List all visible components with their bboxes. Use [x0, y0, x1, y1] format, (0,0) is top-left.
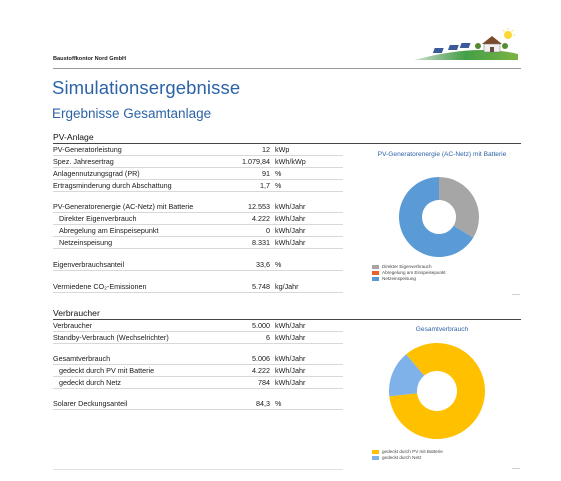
legend-label: Netzeinspeisung [382, 276, 416, 281]
table-row [53, 321, 343, 332]
row-label: Ertragsminderung durch Abschattung [53, 181, 172, 190]
legend-label: Direkter Eigenverbrauch [382, 264, 432, 269]
row-value: 1,7 [260, 181, 270, 190]
row-value: 6 [266, 333, 270, 342]
table-row [53, 226, 343, 237]
row-value: 33,6 [256, 260, 270, 269]
row-unit: kWh/Jahr [275, 366, 306, 375]
legend-label: Abregelung am Einspeisepunkt [382, 270, 446, 275]
row-label: Direkter Eigenverbrauch [59, 214, 137, 223]
row-value: 5.000 [252, 321, 270, 330]
chart-frame-tick [512, 294, 520, 295]
row-value: 4.222 [252, 366, 270, 375]
row-unit: kWh/Jahr [275, 202, 306, 211]
consumer-section-title: Verbraucher [53, 307, 521, 320]
table-row [53, 145, 343, 156]
table-row [53, 378, 343, 389]
row-unit: kWp [275, 145, 290, 154]
table-row [53, 333, 343, 344]
row-unit: kWh/Jahr [275, 238, 306, 247]
legend-swatch [372, 450, 379, 454]
table-row [53, 214, 343, 225]
row-value: 91 [262, 169, 270, 178]
table-row [53, 282, 343, 293]
row-value: 1.079,84 [242, 157, 270, 166]
header-divider [53, 68, 521, 69]
consumer-section-header [53, 307, 521, 320]
donut-slice-direkter-eigenverbrauch [439, 177, 479, 238]
consumption-chart-title: Gesamtverbrauch [415, 326, 469, 333]
row-label: Eigenverbrauchsanteil [53, 260, 125, 269]
legend-label: gedeckt durch PV mit Batterie [382, 449, 443, 454]
row-label: gedeckt durch PV mit Batterie [59, 366, 155, 375]
row-unit: % [275, 181, 282, 190]
legend-item [372, 276, 446, 282]
legend-swatch [372, 271, 379, 275]
row-unit: kWh/Jahr [275, 378, 306, 387]
row-label: PV-Generatorenergie (AC-Netz) mit Batterie [53, 202, 194, 211]
row-label: Gesamtverbrauch [53, 354, 111, 363]
pv-donut-chart [398, 176, 480, 258]
row-value: 12.553 [248, 202, 270, 211]
consumption-donut-chart [388, 342, 486, 440]
row-unit: kWh/Jahr [275, 333, 306, 342]
row-value: 5.006 [252, 354, 270, 363]
row-unit: % [275, 399, 282, 408]
consumption-chart-legend [372, 449, 443, 461]
pv-section-header [53, 131, 521, 144]
row-label: Abregelung am Einspeisepunkt [59, 226, 159, 235]
pv-section-title: PV-Anlage [53, 131, 521, 144]
row-value: 8.331 [252, 238, 270, 247]
row-value: 12 [262, 145, 270, 154]
pv-chart-legend [372, 264, 446, 282]
row-label: Solarer Deckungsanteil [53, 399, 128, 408]
row-label: Standby-Verbrauch (Wechselrichter) [53, 333, 169, 342]
row-unit: kg/Jahr [275, 282, 299, 291]
row-unit: kWh/Jahr [275, 226, 306, 235]
table-row [53, 366, 343, 377]
table-row [53, 399, 343, 410]
legend-swatch [372, 277, 379, 281]
row-value: 784 [258, 378, 270, 387]
legend-swatch [372, 456, 379, 460]
pv-chart-title: PV-Generatorenergie (AC-Netz) mit Batterie [377, 151, 507, 158]
row-label: Verbraucher [53, 321, 93, 330]
row-unit: kWh/Jahr [275, 214, 306, 223]
row-label: Netzeinspeisung [59, 238, 113, 247]
row-label: gedeckt durch Netz [59, 378, 121, 387]
row-unit: kWh/Jahr [275, 354, 306, 363]
legend-item [372, 455, 443, 461]
page-title: Simulationsergebnisse [52, 77, 241, 98]
row-label: PV-Generatorleistung [53, 145, 122, 154]
row-value: 5.748 [252, 282, 270, 291]
chart-frame-tick [512, 468, 520, 469]
table-row [53, 169, 343, 180]
legend-swatch [372, 265, 379, 269]
bottom-divider [53, 469, 343, 470]
company-logo [412, 28, 520, 62]
table-row [53, 157, 343, 168]
table-row [53, 238, 343, 249]
row-unit: % [275, 260, 282, 269]
row-label: Vermiedene CO₂-Emissionen [53, 282, 147, 291]
table-row [53, 181, 343, 192]
row-unit: % [275, 169, 282, 178]
row-label: Anlagennutzungsgrad (PR) [53, 169, 140, 178]
row-label: Spez. Jahresertrag [53, 157, 114, 166]
row-value: 4.222 [252, 214, 270, 223]
table-row [53, 202, 343, 213]
table-row [53, 260, 343, 271]
table-row [53, 354, 343, 365]
page-subtitle: Ergebnisse Gesamtanlage [52, 106, 212, 121]
legend-label: gedeckt durch Netz [382, 455, 422, 460]
row-value: 84,3 [256, 399, 270, 408]
row-unit: kWh/kWp [275, 157, 306, 166]
row-unit: kWh/Jahr [275, 321, 306, 330]
row-value: 0 [266, 226, 270, 235]
company-name: Baustoffkontor Nord GmbH [53, 56, 127, 62]
